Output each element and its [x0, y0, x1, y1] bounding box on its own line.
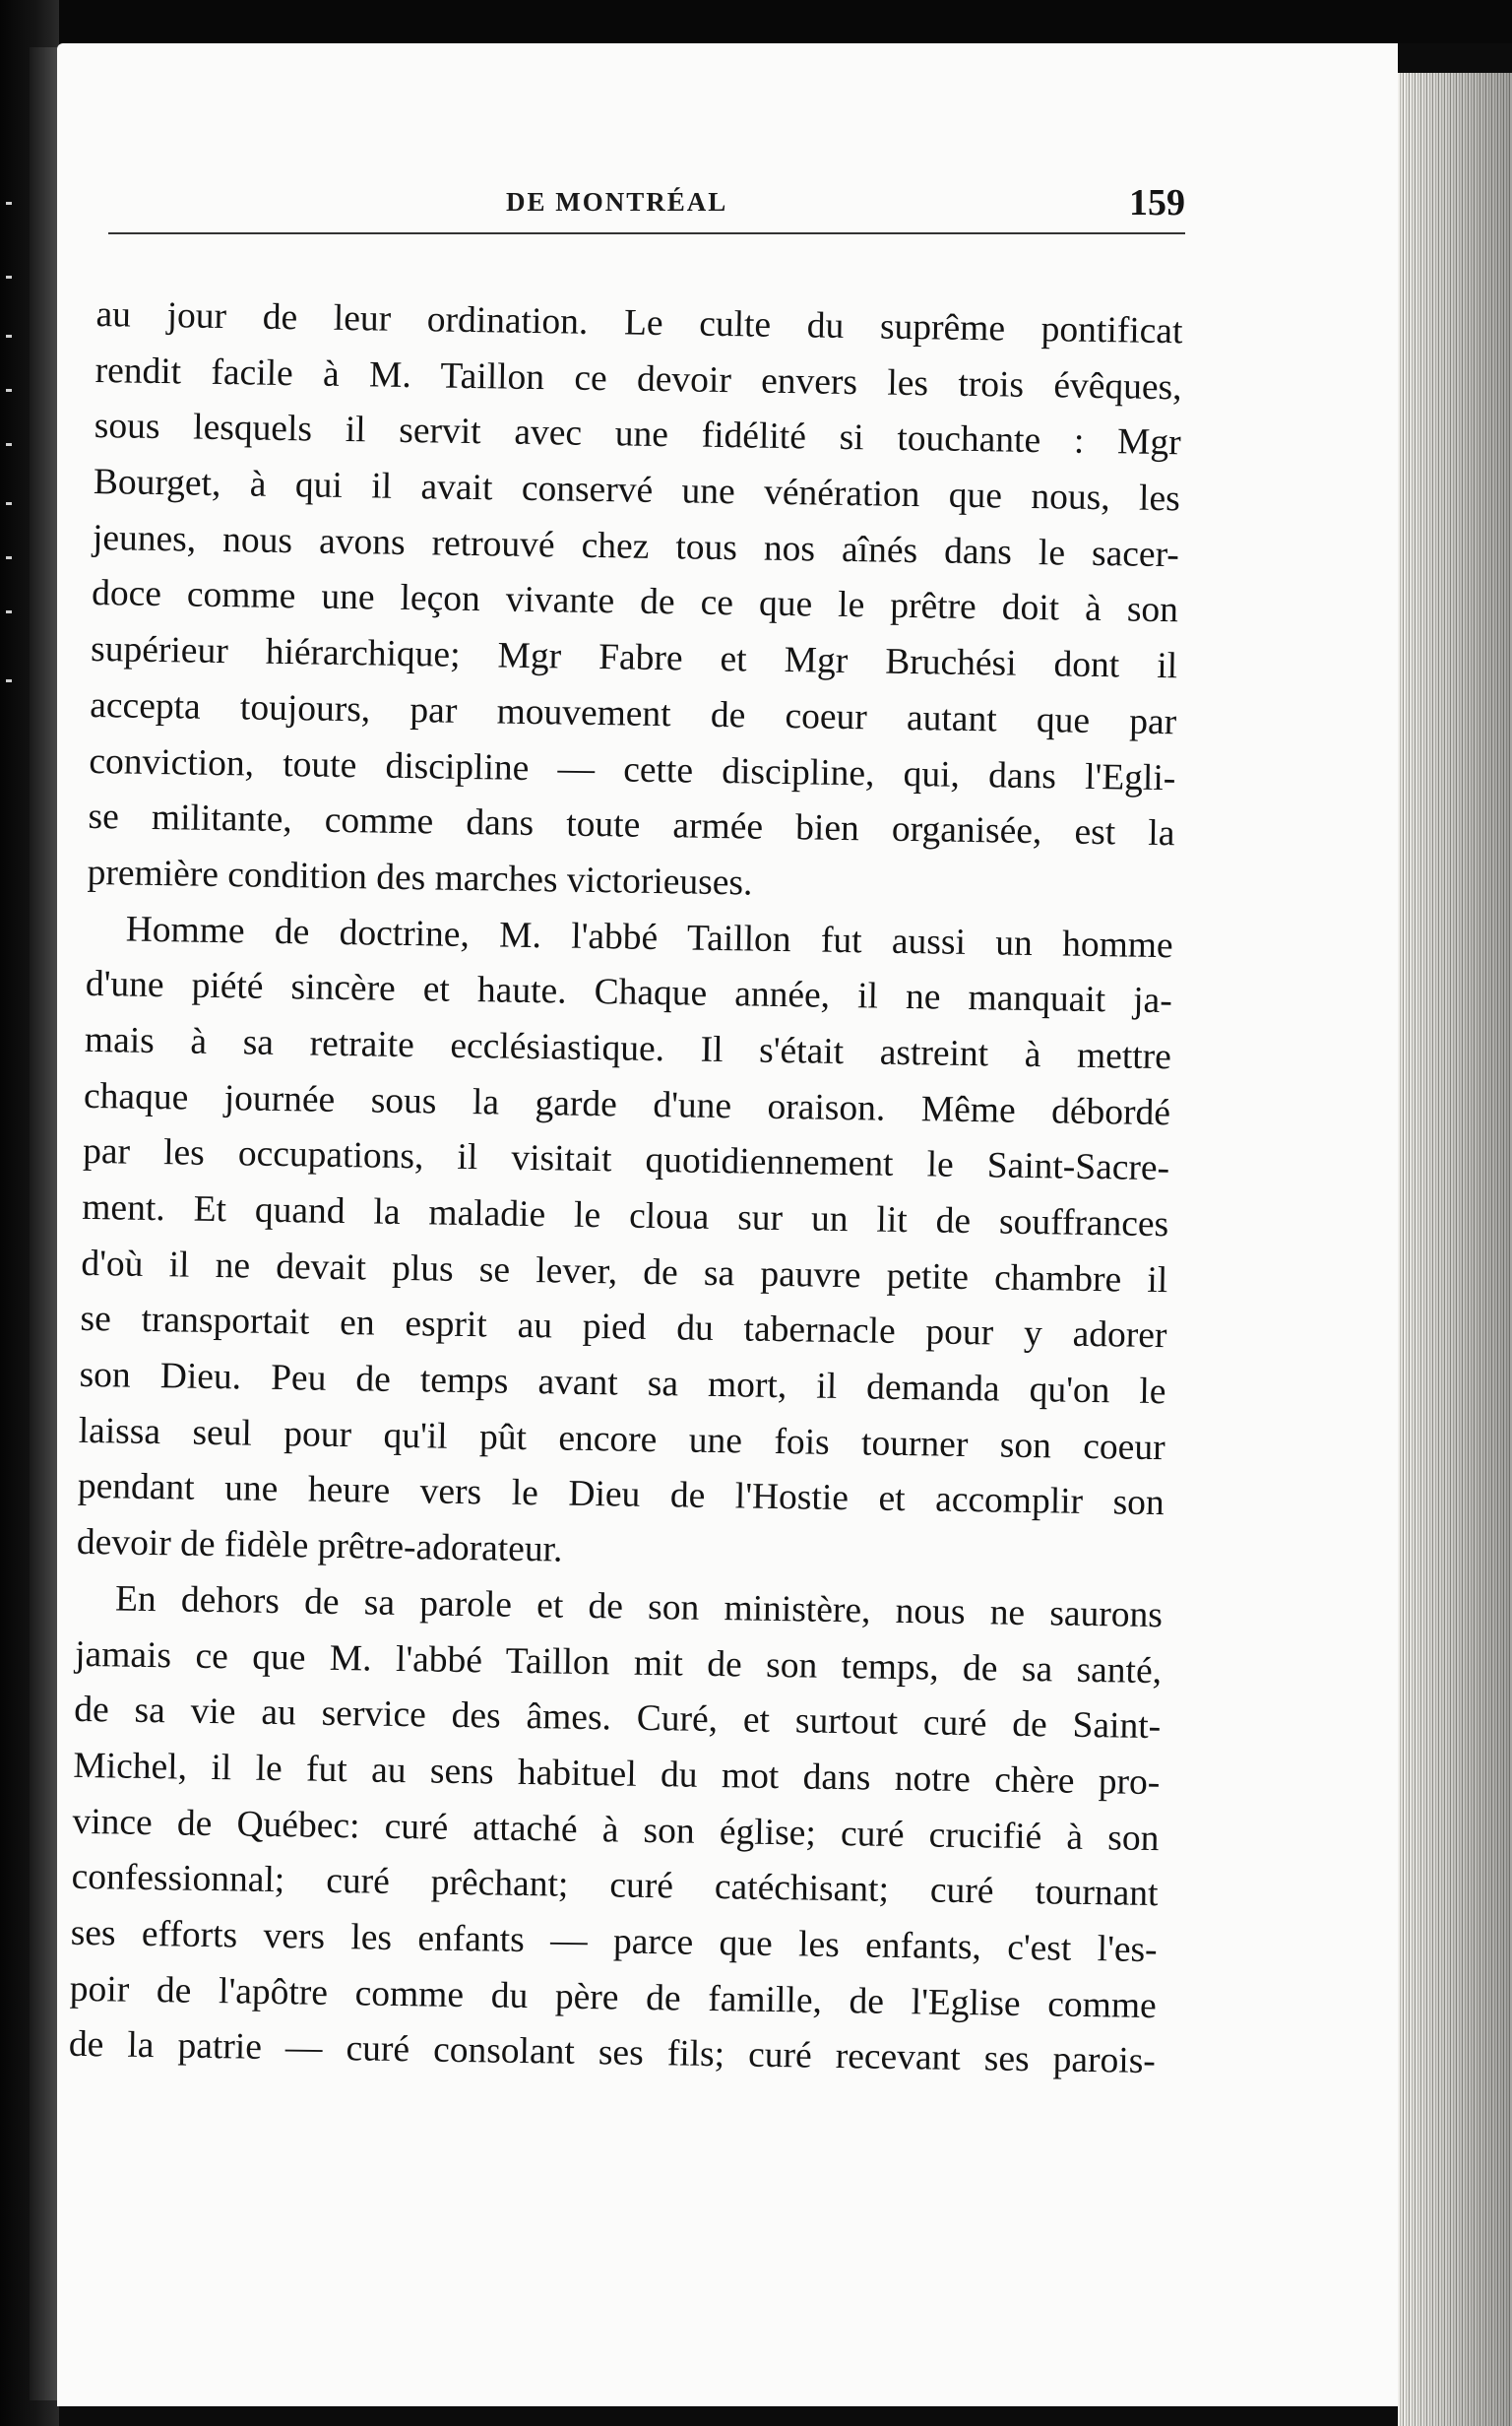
text-line: se transportait en esprit au pied du tabernacle pour y adorer: [80, 1299, 1167, 1357]
text-line: accepta toujours, par mouvement de coeur autant que par: [90, 684, 1177, 743]
text-line: de la patrie — curé consolant ses fils; curé recevant ses parois-: [68, 2024, 1157, 2082]
text-line: de sa vie au service des âmes. Curé, et surtout curé de Saint-: [73, 1690, 1162, 1748]
text-line: conviction, toute discipline — cette discipline, qui, dans l'Egli-: [89, 740, 1176, 798]
text-line: Homme de doctrine, M. l'abbé Taillon fut aussi un homme: [125, 909, 1173, 966]
text-line: sous lesquels il servit avec une fidélité si touchante : Mgr: [94, 406, 1181, 464]
text-line: devoir de fidèle prêtre-adorateur.: [76, 1521, 563, 1570]
text-line: mais à sa retraite ecclésiastique. Il s'était astreint à mettre: [84, 1019, 1172, 1078]
running-head: [108, 181, 1191, 240]
text-line: jeunes, nous avons retrouvé chez tous nos aînés dans le sacer-: [92, 517, 1180, 576]
text-line: vince de Québec: curé attaché à son église; curé crucifié à son: [72, 1801, 1160, 1859]
page-number: 159: [1129, 182, 1185, 223]
text-line: par les occupations, il visitait quotidiennement le Saint-Sacre-: [82, 1131, 1170, 1189]
text-line: d'où il ne devait plus se lever, de sa pauvre petite chambre il: [81, 1243, 1168, 1301]
text-line: son Dieu. Peu de temps avant sa mort, il demanda qu'on le: [79, 1354, 1166, 1413]
text-line: laissa seul pour qu'il pût encore une fois tourner son coeur: [78, 1410, 1166, 1468]
text-line: pendant une heure vers le Dieu de l'Hostie et accomplir son: [77, 1466, 1166, 1524]
text-line: doce comme une leçon vivante de ce que le prêtre doit à son: [91, 573, 1179, 631]
text-line: au jour de leur ordination. Le culte du suprême pontificat: [95, 293, 1183, 352]
text-line: poir de l'apôtre comme du père de famille, de l'Eglise comme: [69, 1968, 1158, 2026]
running-head-title: DE MONTRÉAL: [506, 187, 728, 217]
text-line: ses efforts vers les enfants — parce que les enfants, c'est l'es-: [70, 1912, 1158, 1971]
text-line: première condition des marches victorieuses.: [87, 852, 753, 904]
text-line: se militante, comme dans toute armée bien organisée, est la: [88, 797, 1175, 855]
running-head-rule: [108, 232, 1185, 234]
page-edges-top: [1398, 43, 1512, 73]
text-line: d'une piété sincère et haute. Chaque année, il ne manquait ja-: [85, 964, 1173, 1022]
text-line: Bourget, à qui il avait conservé une vénération que nous, les: [93, 462, 1181, 520]
body-text: [69, 287, 1183, 2090]
text-line: En dehors de sa parole et de son ministère, nous ne saurons: [114, 1578, 1164, 1635]
page-edges-shade: [1398, 59, 1512, 2426]
text-line: supérieur hiérarchique; Mgr Fabre et Mgr Bruchési dont il: [90, 629, 1178, 687]
text-line: chaque journée sous la garde d'une oraison. Même débordé: [83, 1075, 1171, 1133]
text-line: Michel, il le fut au sens habituel du mot dans notre chère pro-: [73, 1745, 1161, 1804]
text-line: rendit facile à M. Taillon ce devoir envers les trois évêques,: [94, 350, 1182, 409]
text-line: jamais ce que M. l'abbé Taillon mit de son temps, de sa santé,: [74, 1633, 1163, 1692]
text-line: confessionnal; curé prêchant; curé catéchisant; curé tournant: [71, 1857, 1159, 1915]
scan-background-top: [0, 0, 1512, 45]
text-line: ment. Et quand la maladie le cloua sur un lit de souffrances: [81, 1186, 1169, 1245]
